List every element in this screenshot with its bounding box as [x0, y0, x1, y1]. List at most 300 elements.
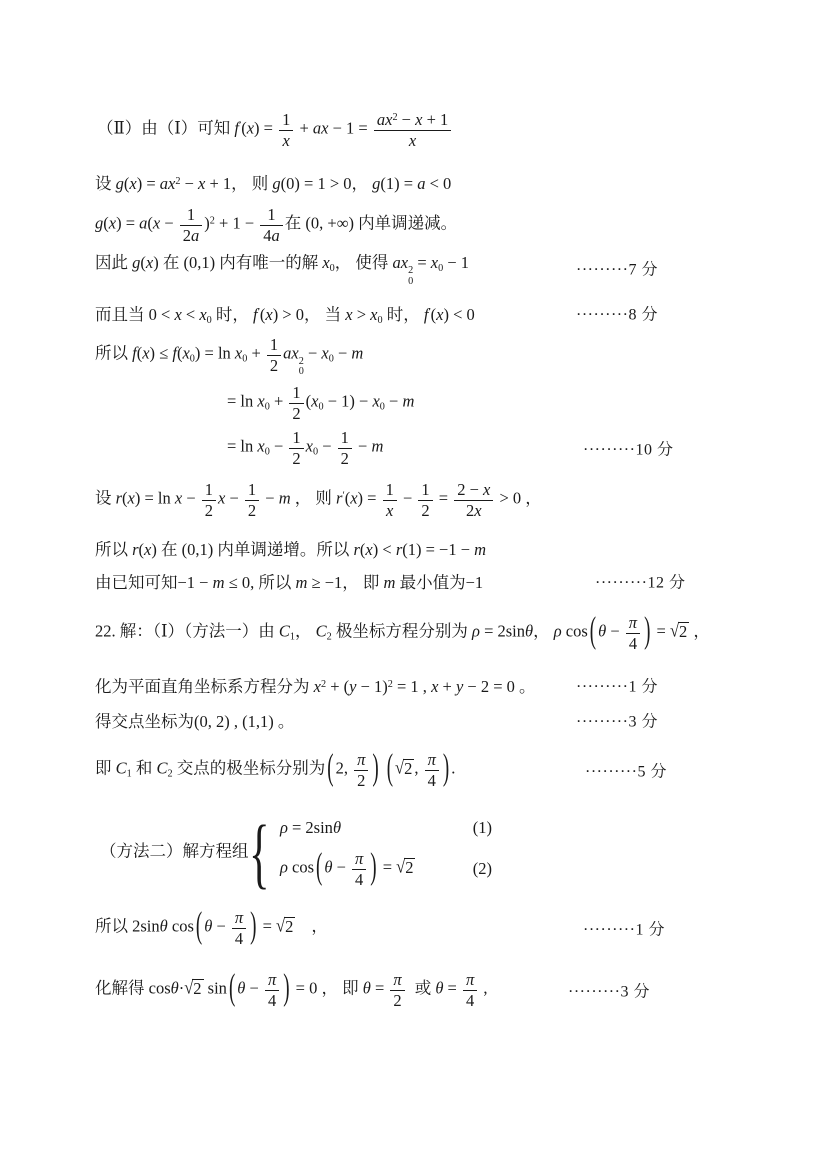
math-text: −: [225, 488, 243, 508]
math-variable: x: [345, 305, 353, 324]
text-run: ， 则: [231, 174, 273, 193]
big-paren: ): [370, 846, 377, 888]
system-row: [279, 846, 492, 889]
fraction: [418, 481, 432, 519]
text-run: （Ⅱ）由（Ⅰ）可知: [97, 118, 235, 138]
math-text: 2: [340, 448, 349, 468]
math-variable: θ: [362, 978, 371, 998]
math-variable: x: [322, 253, 330, 273]
math-text: =: [652, 621, 670, 641]
score-marker: ·········7 分: [576, 261, 658, 279]
math-text: > 0: [495, 488, 526, 508]
solution-line-13: [95, 672, 658, 698]
solution-line-16: [100, 810, 492, 896]
math-variable: r: [336, 488, 343, 508]
fraction: [626, 614, 640, 652]
fraction: [180, 206, 203, 244]
math-variable: f: [234, 118, 239, 138]
line-content: [95, 336, 363, 378]
math-variable: x: [321, 343, 329, 363]
math-text: 2: [285, 916, 294, 936]
text-run: 内单调递增。所以: [213, 540, 354, 559]
math-text: 1: [292, 383, 301, 403]
math-text: −: [303, 343, 322, 363]
math-variable: a: [417, 174, 426, 193]
math-variable: y: [455, 677, 464, 696]
math-text: (: [123, 174, 130, 193]
math-text: −: [333, 343, 352, 363]
math-text: ) = ln: [194, 343, 235, 363]
text-run: ， 则: [290, 488, 337, 508]
radical-icon: √: [669, 619, 680, 641]
numerator: [180, 206, 203, 224]
math-variable: f: [253, 305, 258, 324]
math-variable: θ: [159, 916, 168, 936]
math-variable: m: [351, 343, 364, 363]
math-variable: x: [474, 500, 482, 520]
score-marker: ·········12 分: [595, 574, 686, 592]
math-text: −: [332, 857, 350, 877]
math-text: =: [258, 916, 277, 936]
math-variable: x: [174, 305, 182, 324]
math-text: ) =: [254, 118, 278, 138]
math-text: = 0: [291, 978, 322, 998]
math-variable: θ: [598, 621, 607, 641]
big-paren: (: [327, 747, 334, 789]
fraction: [202, 481, 216, 519]
math-variable: x: [257, 391, 265, 411]
math-text: (: [359, 540, 366, 559]
numerator: [245, 481, 259, 499]
math-text: −: [398, 488, 417, 508]
math-text: < 0: [425, 174, 452, 193]
fraction: [245, 481, 259, 519]
text-run: 所以: [95, 540, 133, 559]
math-variable: g: [95, 213, 104, 233]
math-variable: x: [152, 213, 161, 233]
line-content: [100, 808, 492, 896]
math-variable: x: [282, 130, 290, 150]
score-marker: ·········8 分: [576, 306, 658, 324]
math-text: −: [245, 978, 263, 998]
math-text: 2,: [335, 758, 353, 778]
square-root: [396, 855, 415, 878]
math-variable: f: [423, 305, 429, 324]
math-variable: x: [305, 436, 313, 456]
math-text: 2: [404, 758, 413, 778]
math-variable: x: [372, 391, 380, 411]
math-text: 4: [427, 770, 436, 790]
text-run: 化解得: [95, 978, 149, 998]
math-variable: x: [408, 130, 417, 150]
math-variable: m: [402, 391, 415, 411]
math-variable: θ: [204, 916, 213, 936]
math-variable: g: [115, 174, 124, 193]
text-run: ，: [351, 174, 373, 193]
text-run: 设: [95, 488, 116, 508]
subscript: 0: [328, 353, 334, 365]
denominator: [626, 633, 640, 652]
math-text: = 2sin: [287, 818, 333, 838]
text-run: 即: [95, 758, 116, 778]
fraction: [383, 481, 397, 519]
big-paren: (: [386, 747, 394, 789]
math-text: >: [352, 305, 371, 324]
math-text: 2: [421, 500, 430, 520]
math-text: −: [180, 174, 199, 193]
numerator: [425, 751, 439, 769]
denominator: [267, 355, 281, 374]
numerator: [383, 481, 397, 499]
math-variable: x: [415, 110, 423, 130]
math-variable: m: [371, 436, 384, 456]
line-content: [95, 301, 475, 325]
fraction: [390, 971, 404, 1009]
math-variable: a: [139, 213, 148, 233]
numerator: [354, 751, 368, 769]
math-text: 1: [269, 335, 279, 355]
math-variable: f: [132, 343, 137, 363]
math-variable: x: [386, 500, 394, 520]
math-text: −: [261, 488, 279, 508]
math-text: 1: [340, 428, 349, 448]
line-content: [95, 569, 483, 593]
text-run: 最小值为: [395, 573, 466, 592]
math-text: =: [413, 253, 431, 273]
math-variable: r: [395, 540, 403, 559]
text-run: 和: [131, 758, 157, 778]
math-text: sin: [203, 978, 227, 998]
numerator: [463, 971, 477, 989]
math-text: =: [443, 978, 461, 998]
text-run: ， 使得: [334, 253, 393, 273]
big-paren: (: [228, 967, 236, 1009]
math-text: (: [344, 488, 351, 508]
math-text: 2: [405, 857, 414, 877]
fraction: [354, 751, 368, 789]
square-root: [184, 976, 203, 999]
math-variable: θ: [170, 978, 179, 998]
text-run: 由已知可知: [95, 573, 178, 592]
math-text: (: [259, 305, 266, 324]
line-content: [227, 429, 383, 467]
fraction: [463, 971, 477, 1009]
text-run: （方法二）解方程组: [100, 841, 249, 861]
math-text: 2: [393, 990, 402, 1010]
text-run: 22. 解：（Ⅰ）（方法一）由: [95, 621, 279, 641]
text-run: 。: [273, 712, 295, 731]
equation-number: (1): [472, 818, 492, 838]
equation-system: [248, 808, 492, 896]
math-variable: f: [172, 343, 177, 363]
big-paren: (: [316, 846, 323, 888]
math-text: (: [176, 343, 183, 363]
math-text: 2: [357, 770, 366, 790]
big-paren: ): [283, 967, 290, 1009]
math-variable: π: [267, 970, 277, 990]
math-text: 1: [204, 480, 214, 500]
solution-line-5: [95, 301, 658, 327]
math-variable: π: [628, 613, 638, 633]
math-variable: π: [393, 970, 402, 990]
fraction: [374, 111, 451, 149]
text-run: 所以: [95, 343, 133, 363]
solution-line-15: [95, 742, 667, 798]
square-root: [395, 756, 414, 779]
subscript: 0: [242, 353, 248, 365]
math-variable: π: [357, 750, 366, 770]
math-variable: m: [383, 573, 396, 592]
math-text: − 1): [356, 677, 388, 696]
solution-line-10: [95, 536, 486, 560]
text-run: 内有唯一的解: [215, 253, 323, 273]
math-text: − 1: [443, 253, 470, 273]
denominator: [374, 130, 451, 149]
line-content: [95, 610, 710, 653]
solution-line-11: [95, 569, 686, 593]
math-text: −: [160, 213, 178, 233]
text-run: ，: [295, 621, 316, 641]
fraction: [232, 909, 246, 947]
math-text: −: [397, 110, 416, 130]
math-text: +: [269, 391, 288, 411]
denominator: [338, 448, 352, 467]
big-paren: (: [195, 905, 203, 947]
line-content: [227, 384, 414, 422]
solution-line-2: [95, 170, 451, 194]
math-variable: x: [365, 540, 373, 559]
math-variable: x: [218, 488, 226, 508]
math-text: ) =: [136, 174, 160, 193]
math-variable: π: [427, 750, 436, 770]
math-text: ,: [479, 978, 488, 998]
subscript: 0: [329, 263, 335, 275]
denominator: [232, 928, 246, 947]
math-text: 2sin: [132, 916, 160, 936]
math-text: (0) = 1 > 0: [280, 174, 352, 193]
superscript: ′: [428, 306, 431, 318]
math-variable: x: [199, 305, 207, 324]
subscript: 0: [312, 446, 319, 458]
math-variable: x: [370, 305, 378, 324]
denominator: [383, 500, 397, 519]
math-variable: x: [246, 118, 255, 138]
solution-line-14: [95, 707, 658, 733]
math-text: ≤ 0: [224, 573, 251, 592]
math-variable: θ: [324, 857, 333, 877]
math-text: cos: [167, 916, 194, 936]
text-run: ，: [311, 916, 328, 936]
denominator: [289, 403, 303, 422]
math-variable: x: [142, 343, 150, 363]
denominator: [352, 869, 366, 888]
math-text: 2: [182, 225, 192, 245]
math-text: ) =: [116, 213, 140, 233]
math-variable: θ: [435, 978, 444, 998]
math-text: ) = ln: [134, 488, 175, 508]
big-paren: ): [442, 747, 450, 789]
line-content: [95, 747, 456, 790]
superscript: 2: [408, 265, 414, 277]
superscript: 2: [320, 678, 327, 690]
math-text: −: [318, 436, 336, 456]
math-text: −: [269, 436, 288, 456]
math-text: +: [247, 343, 265, 363]
math-variable: x: [108, 213, 117, 233]
math-text: (1) = −1 −: [402, 540, 475, 559]
math-text: (: [136, 343, 143, 363]
math-text: − 1 =: [328, 118, 372, 138]
subscript: 0: [377, 315, 383, 327]
fraction: [289, 384, 303, 422]
math-text: ) < 0: [443, 305, 475, 324]
math-variable: m: [474, 540, 487, 559]
math-text: 1: [421, 480, 430, 500]
denominator: [289, 448, 303, 467]
line-content: [95, 708, 294, 732]
text-run: 设: [95, 174, 116, 193]
math-text: ) <: [372, 540, 396, 559]
subscript: 1: [289, 631, 296, 643]
score-marker: ·········1 分: [576, 678, 658, 696]
math-variable: x: [257, 436, 265, 456]
math-text: 2: [679, 621, 688, 641]
subscript: 0: [318, 401, 324, 413]
subscript: 2: [167, 768, 173, 780]
math-variable: g: [272, 174, 281, 193]
math-text: 1: [186, 205, 196, 225]
math-variable: x: [182, 343, 190, 363]
numerator: [390, 971, 404, 989]
radical-icon: √: [276, 914, 286, 936]
math-variable: a: [191, 225, 200, 245]
subscript: 0: [264, 446, 270, 458]
subscript: 0: [189, 353, 195, 365]
math-variable: r: [132, 540, 139, 559]
denominator: [418, 500, 432, 519]
radicand: [678, 622, 689, 641]
solution-line-9: [95, 474, 542, 526]
math-text: + 1 −: [214, 213, 259, 233]
text-run: 而且当: [95, 305, 149, 324]
numerator: [202, 481, 216, 499]
square-root: [276, 914, 295, 937]
math-text: 1: [267, 205, 276, 225]
math-text: ) > 0: [272, 305, 304, 324]
fraction: [267, 336, 281, 374]
math-text: = 1 ,: [392, 677, 432, 696]
score-marker: ·········3 分: [576, 713, 658, 731]
math-variable: x: [265, 305, 273, 324]
system-rows: [280, 818, 492, 888]
denominator: [425, 770, 439, 789]
math-text: (1) =: [380, 174, 418, 193]
math-variable: x: [234, 343, 243, 363]
row-content: [280, 818, 341, 838]
row-content: [279, 846, 416, 889]
math-text: 4: [234, 928, 244, 948]
text-run: 内单调递减。: [353, 213, 458, 233]
text-run: ，: [689, 621, 710, 641]
big-paren: ): [372, 747, 379, 789]
solution-line-6: [95, 331, 363, 383]
text-run: 时，: [211, 305, 254, 324]
math-variable: x: [127, 488, 135, 508]
math-text: ,: [414, 758, 423, 778]
math-text: <: [181, 305, 200, 324]
math-variable: a: [271, 225, 280, 245]
big-paren: (: [589, 610, 597, 652]
math-text: (0, +∞): [305, 213, 354, 233]
math-text: ·: [178, 978, 185, 998]
math-variable: x: [145, 253, 154, 273]
text-run: 因此: [95, 253, 133, 273]
math-text: ) ≤: [149, 343, 173, 363]
denominator: [354, 770, 368, 789]
math-text: ): [151, 540, 157, 559]
math-text: (: [122, 488, 128, 508]
superscript: 2: [298, 355, 304, 367]
math-text: ): [204, 213, 210, 233]
math-text: (: [103, 213, 109, 233]
subscript: 1: [126, 768, 132, 780]
math-text: +: [438, 677, 456, 696]
math-variable: C: [115, 758, 127, 778]
denominator: [245, 500, 259, 519]
math-variable: x: [350, 488, 358, 508]
math-text: −: [212, 916, 230, 936]
math-text: 0 <: [148, 305, 175, 324]
subscript: 0: [206, 315, 212, 327]
solution-line-18: [95, 962, 650, 1018]
math-text: (: [241, 118, 247, 138]
math-text: ) =: [357, 488, 381, 508]
math-text: (: [140, 253, 146, 273]
math-text: −: [384, 391, 403, 411]
square-root: [669, 619, 689, 642]
radicand: [403, 759, 414, 778]
math-text: 2: [466, 500, 475, 520]
math-variable: C: [315, 621, 327, 641]
math-variable: ρ: [279, 818, 288, 838]
denominator: [180, 225, 203, 244]
score-marker: ·········1 分: [583, 921, 665, 939]
numerator: [289, 384, 303, 402]
numerator: [454, 481, 493, 499]
math-variable: π: [465, 970, 475, 990]
math-variable: θ: [525, 621, 534, 641]
math-variable: ρ: [553, 621, 562, 641]
math-text: 4: [466, 990, 475, 1010]
line-content: [97, 111, 453, 149]
math-variable: C: [278, 621, 290, 641]
math-variable: ax: [376, 110, 393, 130]
denominator: [454, 500, 493, 519]
math-text: −: [606, 621, 624, 641]
text-run: 或: [414, 978, 436, 998]
math-variable: π: [355, 849, 364, 869]
score-marker: ·········5 分: [585, 763, 667, 781]
math-text: (0, 2) , (1,1): [194, 712, 274, 731]
math-text: = ln: [227, 391, 258, 411]
math-variable: x: [174, 488, 183, 508]
radical-icon: √: [396, 855, 406, 877]
line-content: [95, 673, 536, 697]
superscript: ′: [257, 306, 260, 318]
math-variable: g: [372, 174, 381, 193]
math-variable: x: [313, 677, 321, 696]
radical-icon: √: [184, 976, 194, 998]
